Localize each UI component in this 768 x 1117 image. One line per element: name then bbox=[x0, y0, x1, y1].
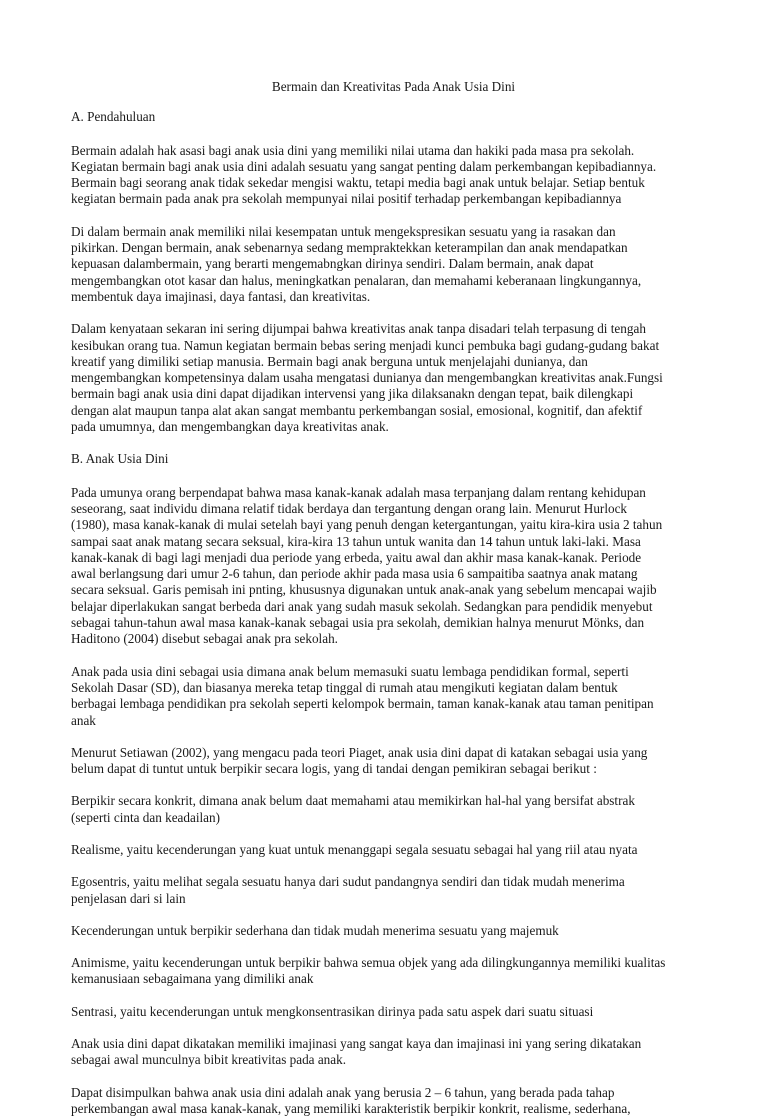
section-pendahuluan bbox=[71, 143, 708, 436]
section-anak-usia-dini bbox=[71, 485, 708, 1117]
paragraph bbox=[71, 923, 708, 939]
paragraph bbox=[71, 1036, 708, 1069]
paragraph-line: mengembangkan kompetensinya dalam usaha mengatasi dunianya dan mengembangkan kreativitas anak.Fungsi bbox=[71, 370, 663, 386]
paragraph-line: seseorang, saat individu dimana relatif tidak berdaya dan tergantung dengan orang lain. Menurut Hurlock bbox=[71, 500, 628, 516]
section-heading-anak-usia-dini: B. Anak Usia Dini bbox=[71, 451, 169, 467]
paragraph bbox=[71, 793, 708, 826]
paragraph-line: perkembangan awal masa kanak-kanak, yang memiliki karakteristik berpikir konkrit, realisme, sederhana, bbox=[71, 1100, 631, 1116]
paragraph bbox=[71, 664, 708, 729]
paragraph-line: belum dapat di tuntut untuk berpikir secara logis, yang di tandai dengan pemikiran sebagai berikut : bbox=[71, 761, 597, 777]
paragraph bbox=[71, 874, 708, 907]
paragraph-line: pada umumnya, dan mengembangkan daya kreativitas anak. bbox=[71, 419, 389, 435]
paragraph-line: sebagai tahun-tahun awal masa kanak-kanak sebagai usia pra sekolah, demikian halnya menurut Mönks, dan bbox=[71, 615, 645, 631]
paragraph-line: Animisme, yaitu kecenderungan untuk berpikir bahwa semua objek yang ada dilingkungannya memiliki kualitas bbox=[71, 955, 666, 971]
paragraph-line: kegiatan bermain pada anak pra sekolah mempunyai nilai positif terhadap perkembangan kepibadiannya bbox=[71, 191, 622, 207]
paragraph-line: sebagai awal munculnya bibit kreativitas pada anak. bbox=[71, 1052, 347, 1068]
document-title: Bermain dan Kreativitas Pada Anak Usia Dini bbox=[271, 79, 516, 94]
paragraph-line: Realisme, yaitu kecenderungan yang kuat untuk menanggapi segala sesuatu sebagai hal yang riil atau nyata bbox=[71, 841, 638, 857]
paragraph bbox=[71, 1004, 708, 1020]
paragraph-line: kemanusiaan sebagaimana yang dimiliki anak bbox=[71, 971, 314, 987]
paragraph-line: (1980), masa kanak-kanak di mulai setelah bayi yang penuh dengan ketergantungan, yaitu kira-kira usia 2 tahun bbox=[71, 517, 663, 533]
paragraph bbox=[71, 842, 708, 858]
paragraph-line: Bermain adalah hak asasi bagi anak usia dini yang memiliki nilai utama dan hakiki pada masa pra sekolah. bbox=[71, 142, 635, 158]
paragraph bbox=[71, 745, 708, 778]
paragraph bbox=[71, 955, 708, 988]
paragraph-line: mengembangkan otot kasar dan halus, meningkatkan penalaran, dan memahami keberanaan lingkungannya, bbox=[71, 272, 642, 288]
paragraph-line: Menurut Setiawan (2002), yang mengacu pada teori Piaget, anak usia dini dapat di katakan sebagai usia yang bbox=[71, 744, 648, 760]
paragraph-line: Dapat disimpulkan bahwa anak usia dini adalah anak yang berusia 2 – 6 tahun, yang berada pada tahap bbox=[71, 1084, 615, 1100]
paragraph-line: Kecenderungan untuk berpikir sederhana dan tidak mudah menerima sesuatu yang majemuk bbox=[71, 922, 559, 938]
paragraph-line: belajar diperlakukan sangat berbeda dari anak yang sudah masuk sekolah. Sedangkan para pendidik menyebut bbox=[71, 598, 653, 614]
paragraph-line: secara seksual. Garis pemisah ini pnting, khususnya digunakan untuk anak-anak yang sebelum mencapai wajib bbox=[71, 582, 657, 598]
paragraph-line: Anak usia dini dapat dikatakan memiliki imajinasi yang sangat kaya dan imajinasi ini yang sering dikatakan bbox=[71, 1036, 642, 1052]
paragraph-line: pikirkan. Dengan bermain, anak sebenarnya sedang mempraktekkan keterampilan dan anak mendapatkan bbox=[71, 240, 628, 256]
paragraph bbox=[71, 224, 708, 305]
paragraph-line: sampai saat anak matang secara seksual, kira-kira 13 tahun untuk wanita dan 14 tahun untuk laki-laki. Masa bbox=[71, 533, 641, 549]
paragraph-line: Anak pada usia dini sebagai usia dimana anak belum memasuki suatu lembaga pendidikan formal, seperti bbox=[71, 663, 629, 679]
paragraph-line: Haditono (2004) disebut sebagai anak pra sekolah. bbox=[71, 631, 338, 647]
paragraph-line: bermain bagi anak usia dini dapat dijadikan intervensi yang jika dilaksanakn dengan tepat, baik dilengkapi bbox=[71, 386, 634, 402]
section-heading-pendahuluan: A. Pendahuluan bbox=[71, 109, 156, 125]
paragraph-line: Kegiatan bermain bagi anak usia dini adalah sesuatu yang sangat penting dalam perkembangan kepibadiannya. bbox=[71, 158, 657, 174]
paragraph-line: kepuasan dalambermain, yang berarti mengemabngkan dirinya sendiri. Dalam bermain, anak dapat bbox=[71, 256, 594, 272]
paragraph-line: Pada umunya orang berpendapat bahwa masa kanak-kanak adalah masa terpanjang dalam rentang kehidupan bbox=[71, 484, 646, 500]
paragraph-line: kesibukan orang tua. Namun kegiatan bermain bebas sering menjadi kunci pembuka bagi gudang-gudang bakat bbox=[71, 337, 660, 353]
paragraph bbox=[71, 143, 708, 208]
paragraph bbox=[71, 485, 708, 648]
paragraph-line: kreatif yang dimiliki setiap manusia. Bermain bagi anak berguna untuk menjelajahi dunianya, dan bbox=[71, 353, 588, 369]
paragraph-line: Egosentris, yaitu melihat segala sesuatu hanya dari sudut pandangnya sendiri dan tidak mudah menerima bbox=[71, 874, 625, 890]
paragraph-line: Sekolah Dasar (SD), dan biasanya mereka tetap tinggal di rumah atau mengikuti kegiatan dalam bentuk bbox=[71, 679, 618, 695]
paragraph-line: Dalam kenyataan sekaran ini sering dijumpai bahwa kreativitas anak tanpa disadari telah terpasung di tengah bbox=[71, 321, 646, 337]
paragraph-line: (seperti cinta dan keadailan) bbox=[71, 809, 221, 825]
paragraph-line: Sentrasi, yaitu kecenderungan untuk mengkonsentrasikan dirinya pada satu aspek dari suatu situasi bbox=[71, 1003, 594, 1019]
paragraph-line: berbagai lembaga pendidikan pra sekolah seperti kelompok bermain, taman kanak-kanak atau taman penitipan bbox=[71, 696, 654, 712]
paragraph-line: kanak-kanak di bagi lagi menjadi dua periode yang erbeda, yaitu awal dan akhir masa kanak-kanak. Periode bbox=[71, 549, 642, 565]
paragraph-line: Berpikir secara konkrit, dimana anak belum daat memahami atau memikirkan hal-hal yang bersifat abstrak bbox=[71, 793, 635, 809]
paragraph-line: dengan alat maupun tanpa alat akan sangat membantu perkembangan sosial, emosional, kognitif, dan afektif bbox=[71, 402, 643, 418]
paragraph bbox=[71, 321, 708, 435]
paragraph bbox=[71, 1085, 708, 1117]
paragraph-line: penjelasan dari si lain bbox=[71, 890, 186, 906]
paragraph-line: Di dalam bermain anak memiliki nilai kesempatan untuk mengekspresikan sesuatu yang ia rasakan dan bbox=[71, 223, 616, 239]
paragraph-line: Bermain bagi seorang anak tidak sekedar mengisi waktu, tetapi media bagi anak untuk belajar. Setiap bentuk bbox=[71, 175, 645, 191]
paragraph-line: awal berlangsung dari umur 2-6 tahun, dan periode akhir pada masa usia 6 sampaitiba saatnya anak matang bbox=[71, 566, 638, 582]
paragraph-line: membentuk daya imajinasi, daya fantasi, dan kreativitas. bbox=[71, 288, 371, 304]
paragraph-line: anak bbox=[71, 712, 96, 728]
